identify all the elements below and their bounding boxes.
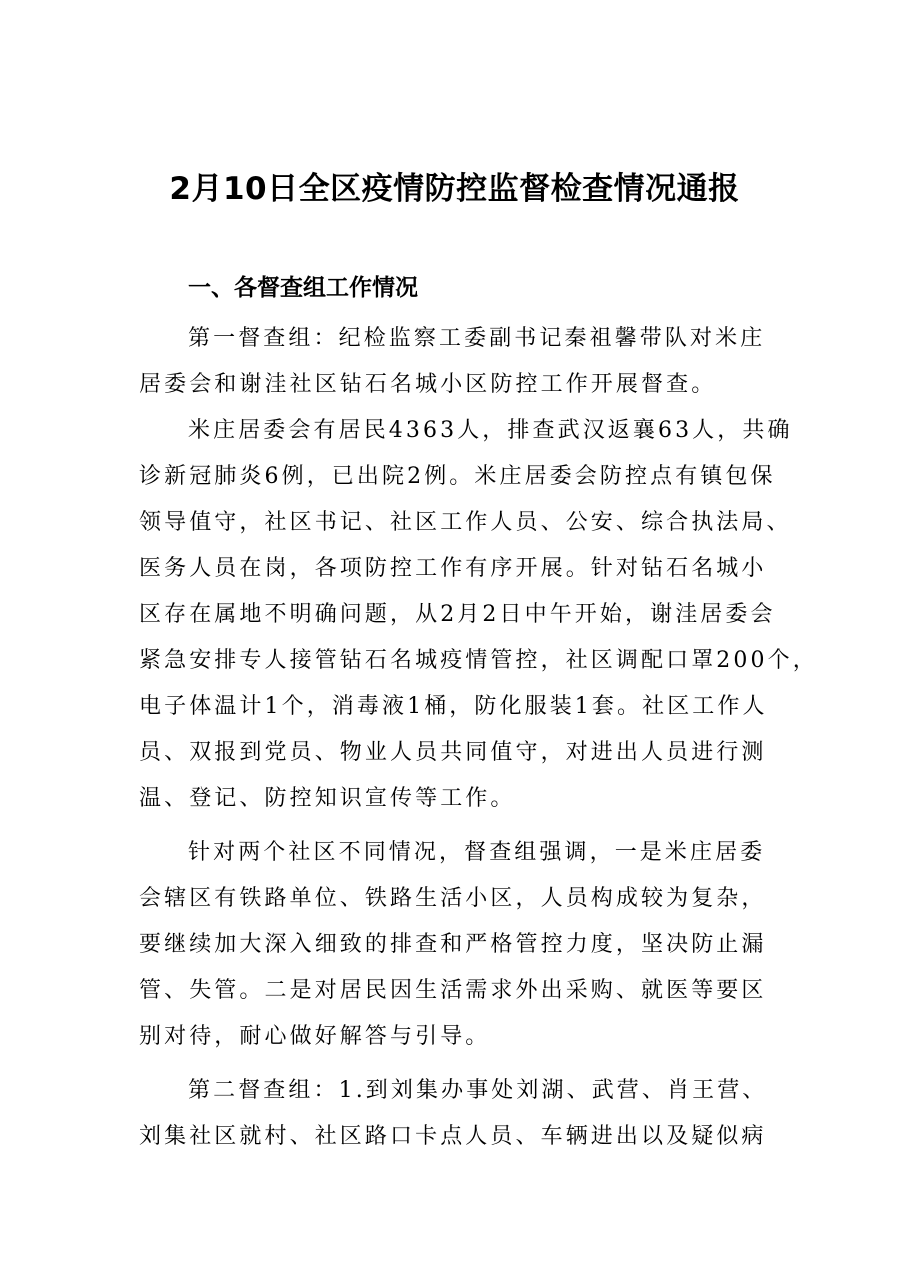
- paragraph-line: 管、失管。二是对居民因生活需求外出采购、就医等要区: [139, 978, 767, 1003]
- paragraph-line: 刘集社区就村、社区路口卡点人员、车辆进出以及疑似病: [139, 1124, 767, 1149]
- paragraph-line: 第二督查组：1.到刘集办事处刘湖、武营、肖王营、: [188, 1078, 768, 1103]
- paragraph-line: 针对两个社区不同情况，督查组强调，一是米庄居委: [188, 840, 766, 865]
- paragraph-line: 居委会和谢洼社区钻石名城小区防控工作开展督查。: [139, 372, 717, 397]
- section-heading: 一、各督查组工作情况: [188, 275, 418, 301]
- paragraph-line: 别对待，耐心做好解答与引导。: [139, 1024, 491, 1049]
- paragraph-line: 电子体温计1个，消毒液1桶，防化服装1套。社区工作人: [139, 694, 768, 719]
- paragraph-line: 米庄居委会有居民4363人，排查武汉返襄63人，共确: [188, 418, 793, 443]
- paragraph-line: 第一督查组：纪检监察工委副书记秦祖馨带队对米庄: [188, 326, 766, 351]
- paragraph-line: 区存在属地不明确问题，从2月2日中午开始，谢洼居委会: [139, 602, 776, 627]
- paragraph-line: 紧急安排专人接管钻石名城疫情管控，社区调配口罩200个，: [139, 648, 818, 673]
- paragraph-line: 要继续加大深入细致的排查和严格管控力度，坚决防止漏: [139, 932, 767, 957]
- paragraph-line: 领导值守，社区书记、社区工作人员、公安、综合执法局、: [139, 510, 792, 535]
- paragraph-line: 医务人员在岗，各项防控工作有序开展。针对钻石名城小: [139, 556, 767, 581]
- paragraph-line: 会辖区有铁路单位、铁路生活小区，人员构成较为复杂，: [139, 886, 767, 911]
- paragraph-line: 温、登记、防控知识宣传等工作。: [139, 786, 516, 811]
- paragraph-line: 员、双报到党员、物业人员共同值守，对进出人员进行测: [139, 740, 767, 765]
- document-title: 2月10日全区疫情防控监督检查情况通报: [169, 171, 740, 207]
- paragraph-line: 诊新冠肺炎6例，已出院2例。米庄居委会防控点有镇包保: [139, 464, 776, 489]
